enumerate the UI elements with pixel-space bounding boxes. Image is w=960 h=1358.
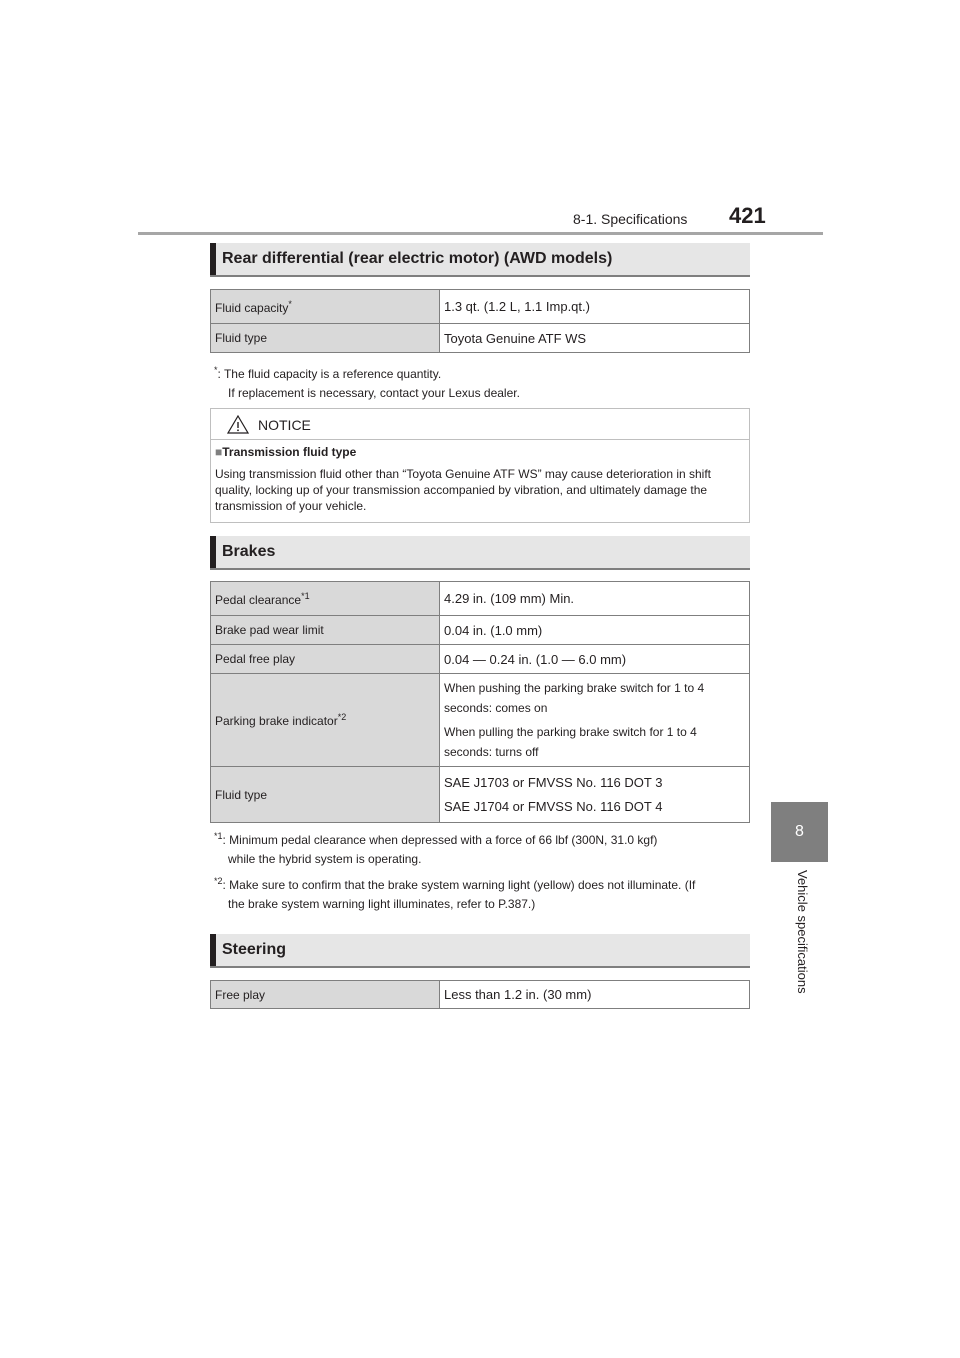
table-row: Brake pad wear limit 0.04 in. (1.0 mm) [211, 616, 750, 645]
rear-differential-footnote: *: The fluid capacity is a reference quantity. If replacement is necessary, contact your Lexus dealer. [214, 365, 520, 400]
table-row: Pedal free play 0.04 — 0.24 in. (1.0 — 6.0 mm) [211, 645, 750, 674]
table-row: Free play Less than 1.2 in. (30 mm) [211, 981, 750, 1009]
table-row: Fluid type SAE J1703 or FMVSS No. 116 DOT 3 SAE J1704 or FMVSS No. 116 DOT 4 [211, 767, 750, 823]
brakes-footnote-1: $^{*1}$: Minimum pedal clearance when depressed with a force of 66 lbf (300N, 31.0 kgf) while the hybrid system is operating. [214, 831, 658, 866]
section-heading-rear-differential: Rear differential (rear electric motor) (AWD models) [210, 243, 750, 277]
header-rule [138, 232, 823, 235]
table-row: Fluid type Toyota Genuine ATF WS [211, 324, 750, 353]
notice-box [210, 408, 750, 523]
page-number: 421 [729, 203, 766, 228]
notice-title: NOTICE [258, 417, 311, 433]
chapter-tab[interactable]: 8 [771, 802, 828, 862]
table-row: Fluid capacity* 1.3 qt. (1.2 L, 1.1 Imp.qt.) [211, 290, 750, 324]
table-row: Pedal clearance$^{*1}$ 4.29 in. (109 mm) Min. [211, 582, 750, 616]
running-header: 8-1. Specifications [573, 211, 688, 227]
section-heading-steering: Steering [210, 934, 750, 968]
chapter-tab-label: Vehicle specifications [795, 870, 810, 994]
notice-subheading: ■Transmission fluid type [215, 445, 357, 459]
table-row: Parking brake indicator$^{*2}$ When pushing the parking brake switch for 1 to 4 seconds: comes on When pulling the parking brake switch for 1 to 4 seconds: turns off [211, 674, 750, 767]
brakes-table [210, 581, 750, 823]
steering-table [210, 980, 750, 1009]
notice-body: Using transmission fluid other than “Toyota Genuine ATF WS” may cause deterioration in shift quality, locking up of your transmission accompanied by vibration, and ultimately damage the transmission of your vehicle. [215, 467, 712, 513]
brakes-footnote-2: $^{*2}$: Make sure to confirm that the brake system warning light (yellow) does not illuminate. (If the brake system warning light illuminates, refer to P.387.) [214, 876, 696, 911]
warning-triangle-icon [227, 415, 249, 434]
section-heading-brakes: Brakes [210, 536, 750, 570]
rear-differential-table [210, 289, 750, 353]
